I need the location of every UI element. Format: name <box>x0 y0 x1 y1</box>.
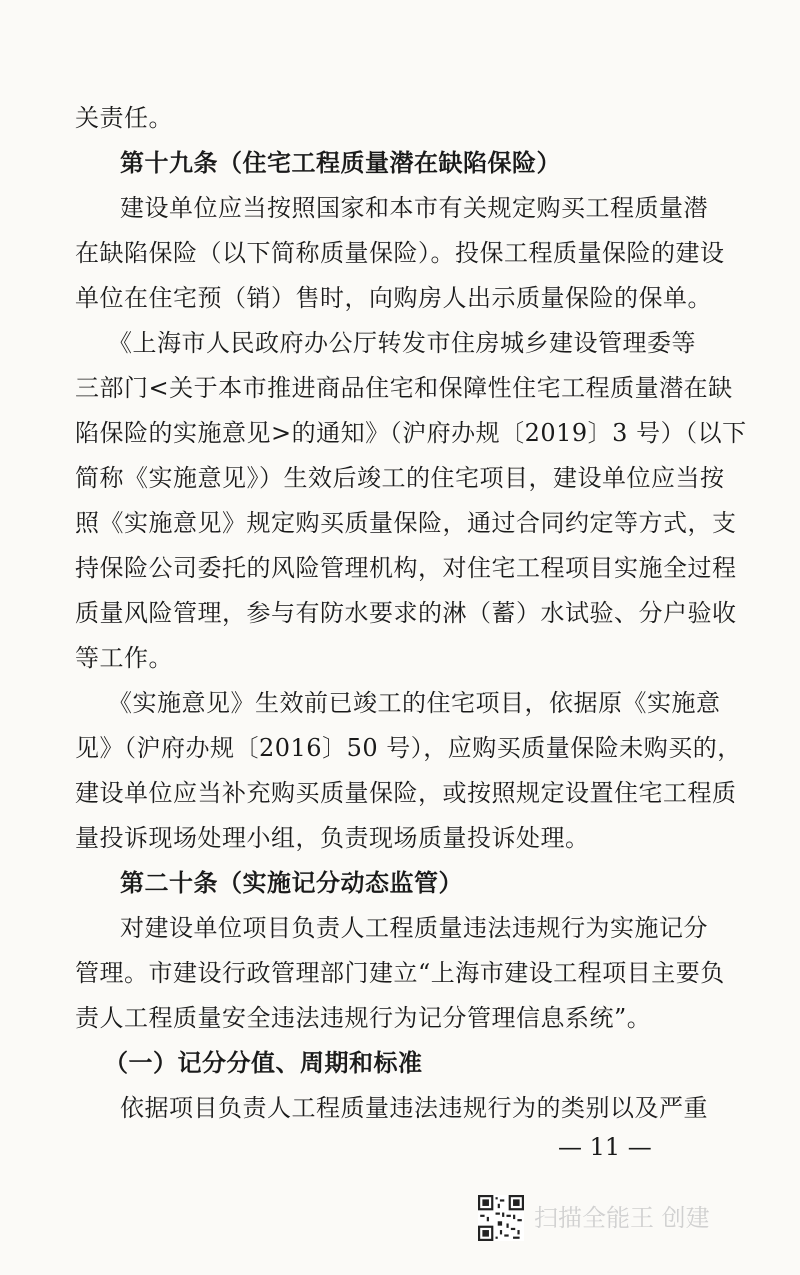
text-line: 对建设单位项目负责人工程质量违法违规行为实施记分 <box>120 914 708 942</box>
text-line: 三部门<关于本市推进商品住宅和保障性住宅工程质量潜在缺 <box>75 374 733 402</box>
qr-code-icon <box>478 1195 524 1241</box>
text-line: 见》（沪府办规〔2016〕50 号），应购买质量保险未购买的， <box>75 734 742 762</box>
text-line: 在缺陷保险（以下简称质量保险）。投保工程质量保险的建设 <box>75 239 725 267</box>
text-line: 管理。市建设行政管理部门建立“上海市建设工程项目主要负 <box>75 959 725 987</box>
text-line: 持保险公司委托的风险管理机构，对住宅工程项目实施全过程 <box>75 554 737 582</box>
text-line: 《实施意见》生效前已竣工的住宅项目，依据原《实施意 <box>108 689 721 717</box>
text-line: 照《实施意见》规定购买质量保险，通过合同约定等方式，支 <box>75 509 737 537</box>
text-line: 质量风险管理，参与有防水要求的淋（蓄）水试验、分户验收 <box>75 599 737 627</box>
text-line: 建设单位应当按照国家和本市有关规定购买工程质量潜 <box>120 194 708 222</box>
text-line: 责人工程质量安全违法违规行为记分管理信息系统”。 <box>75 1004 652 1032</box>
text-line: 陷保险的实施意见>的通知》（沪府办规〔2019〕3 号）（以下 <box>75 419 747 447</box>
text-line: 《上海市人民政府办公厅转发市住房城乡建设管理委等 <box>108 329 696 357</box>
watermark-text: 扫描全能王 创建 <box>534 1204 710 1232</box>
text-line: 量投诉现场处理小组，负责现场质量投诉处理。 <box>75 824 590 852</box>
text-line: 单位在住宅预（销）售时，向购房人出示质量保险的保单。 <box>75 284 712 312</box>
text-line: 等工作。 <box>75 644 173 672</box>
article-heading: 第二十条（实施记分动态监管） <box>120 868 463 897</box>
text-line: 依据项目负责人工程质量违法违规行为的类别以及严重 <box>120 1094 708 1122</box>
scanner-watermark <box>478 1195 738 1241</box>
section-heading: （一）记分分值、周期和标准 <box>104 1048 423 1077</box>
text-line: 简称《实施意见》）生效后竣工的住宅项目，建设单位应当按 <box>75 464 725 492</box>
text-line: 建设单位应当补充购买质量保险，或按照规定设置住宅工程质 <box>75 779 737 807</box>
article-heading: 第十九条（住宅工程质量潜在缺陷保险） <box>120 148 561 177</box>
page-number: — 11 — <box>558 1133 652 1161</box>
text-line: 关责任。 <box>75 104 173 132</box>
